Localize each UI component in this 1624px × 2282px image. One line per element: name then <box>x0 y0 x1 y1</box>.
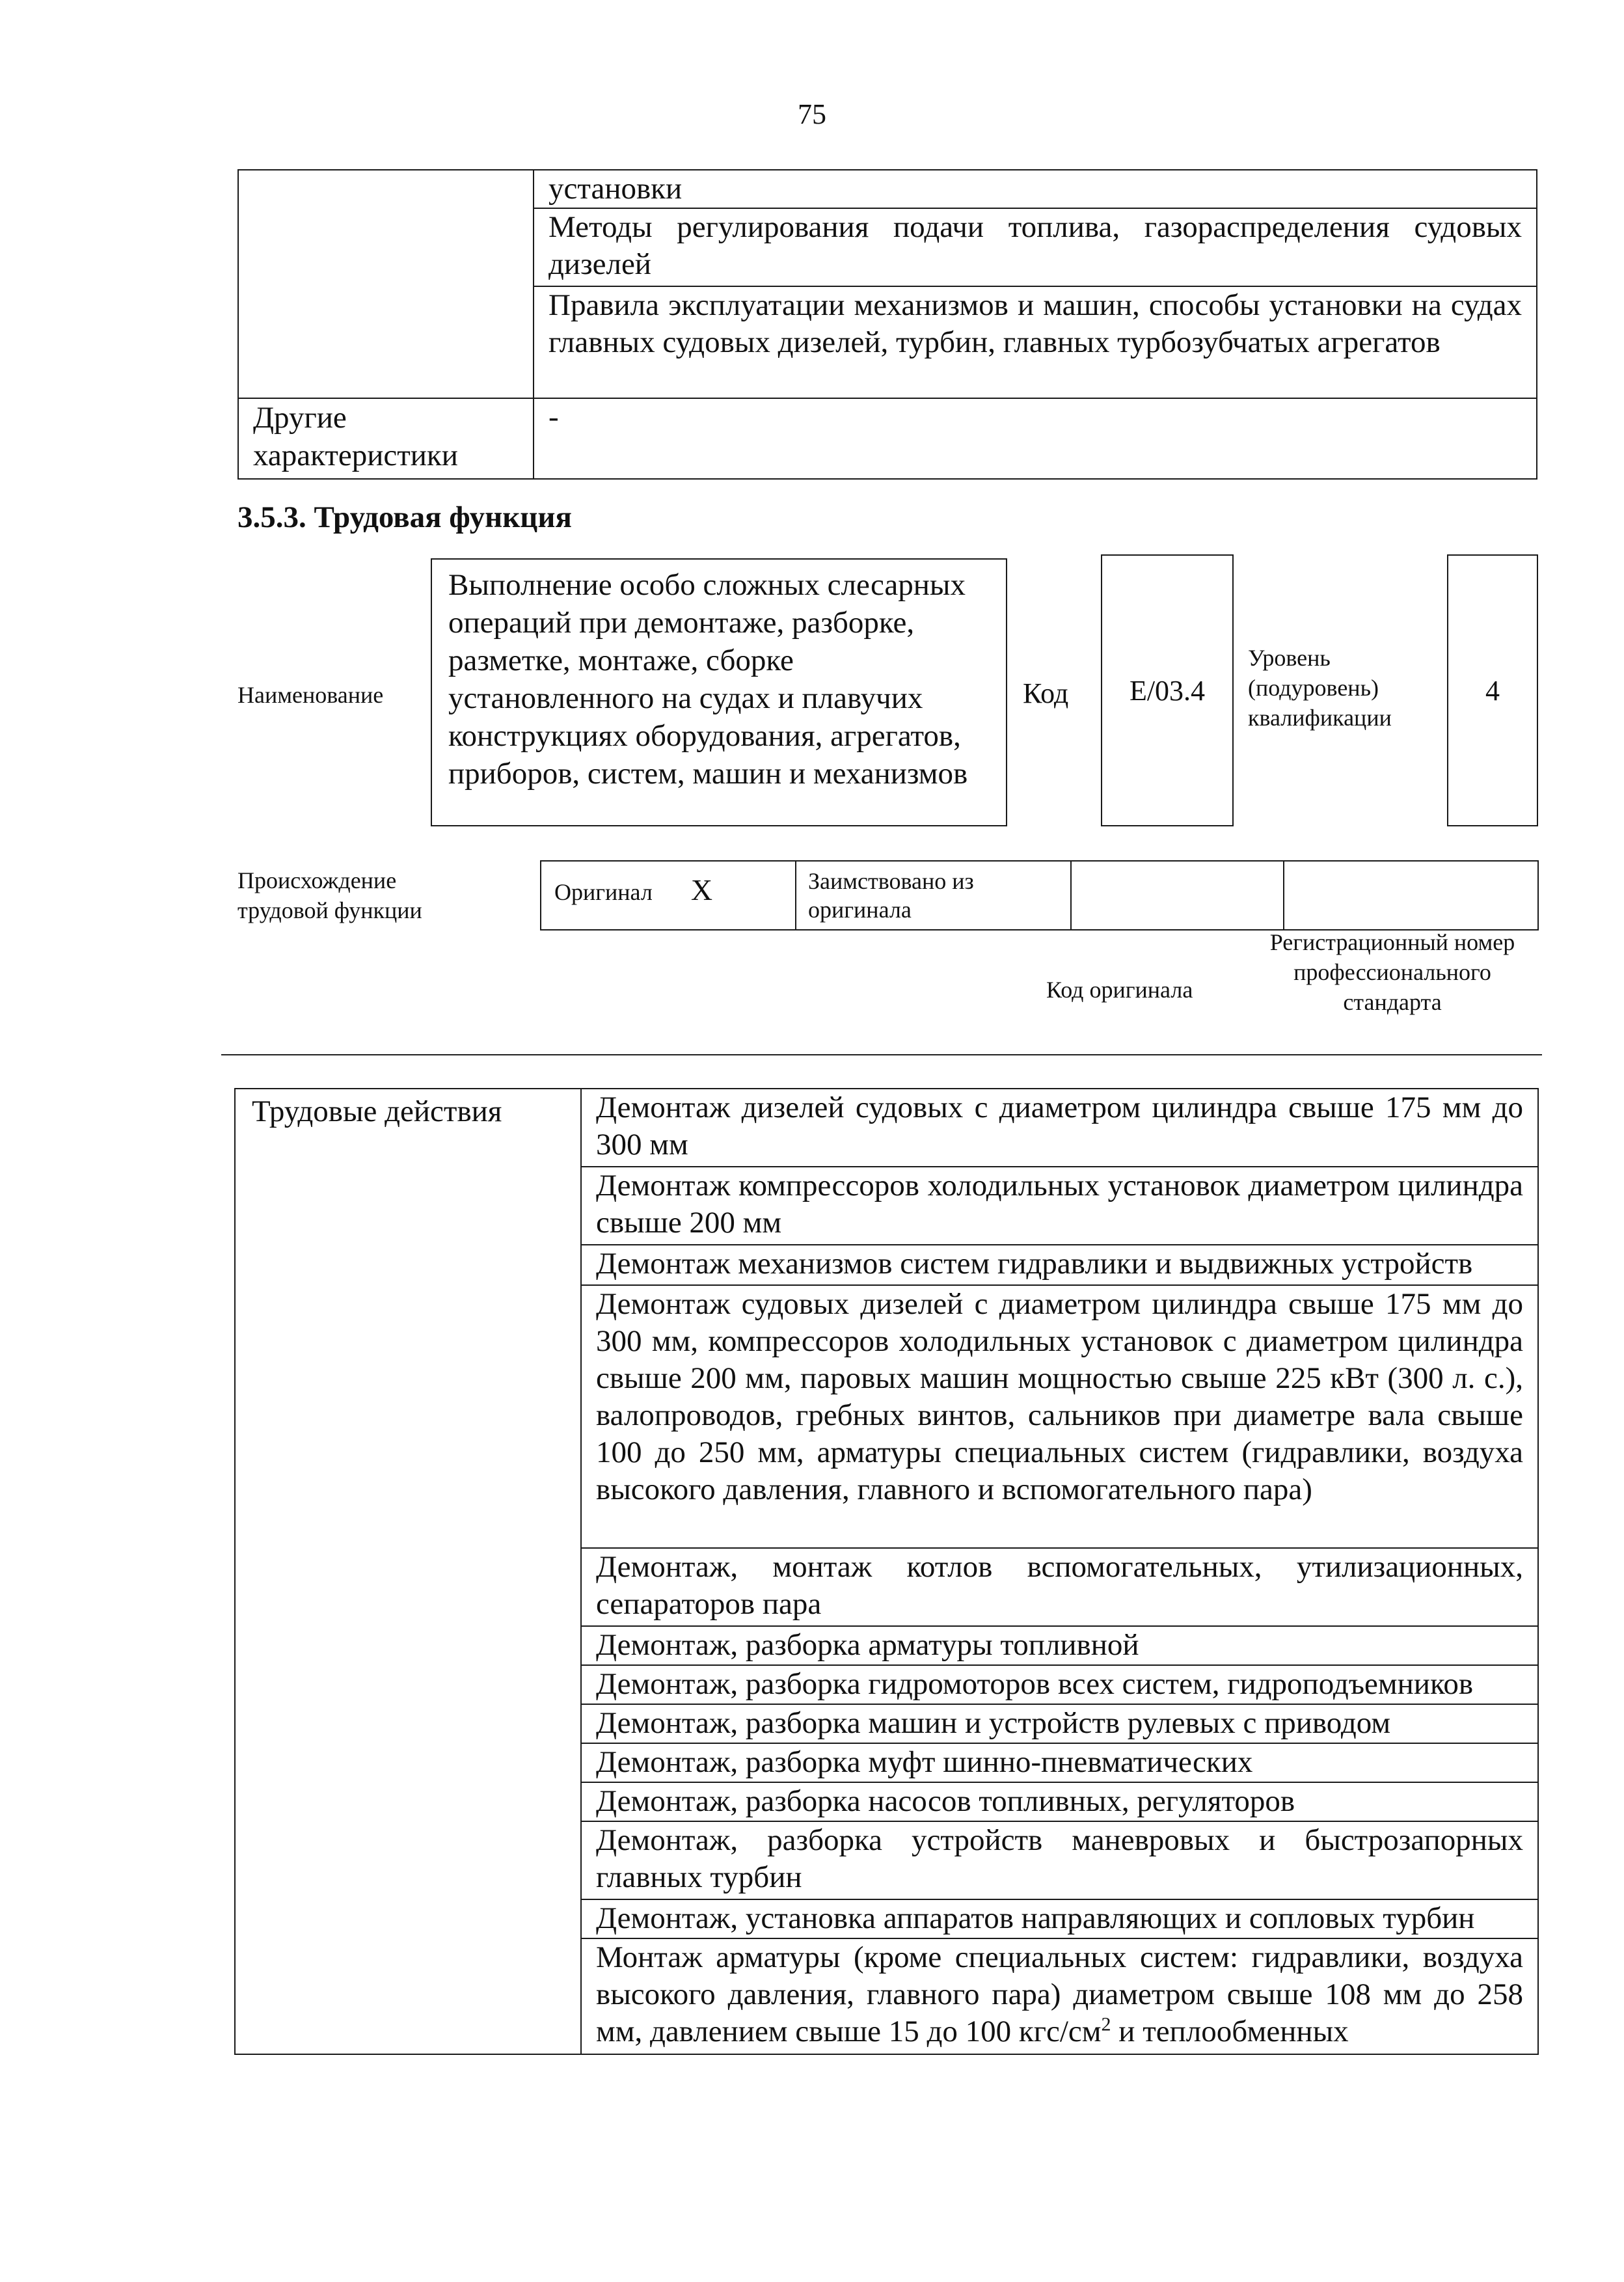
labor-action-item: Демонтаж, установка аппаратов направляющих и сопловых турбин <box>581 1899 1538 1938</box>
labor-action-item: Демонтаж механизмов систем гидравлики и выдвижных устройств <box>581 1245 1538 1285</box>
labor-action-item: Демонтаж, разборка гидромоторов всех систем, гидроподъемников <box>581 1665 1538 1704</box>
knowledge-row: Правила эксплуатации механизмов и машин, способы установки на судах главных судовых дизелей, турбин, главных турбозубчатых агрегатов <box>534 286 1537 398</box>
function-name-box: Выполнение особо сложных слесарных операций при демонтаже, разборке, разметке, монтаже, сборке установленного на судах и плавучих конструкциях оборудования, агрегатов, приборов, систем, машин и механизмов <box>431 558 1007 826</box>
original-cell <box>541 861 796 930</box>
function-name-label: Наименование <box>237 682 384 708</box>
qualification-level-box <box>1447 554 1538 826</box>
reg-number-cell <box>1284 861 1538 930</box>
code-original-cell <box>1071 861 1284 930</box>
original-mark: X <box>690 873 713 906</box>
function-code-box <box>1101 554 1234 826</box>
other-characteristics-label: Другие характеристики <box>238 398 534 479</box>
labor-actions-table <box>234 1088 1539 2055</box>
labor-action-item: Демонтаж, разборка устройств маневровых и быстрозапорных главных турбин <box>581 1821 1538 1899</box>
labor-action-item: Демонтаж, разборка муфт шинно-пневматических <box>581 1743 1538 1782</box>
labor-action-text-tail: и теплообменных <box>1111 2015 1349 2048</box>
qualification-level-value: 4 <box>1485 674 1500 707</box>
labor-action-item: Демонтаж дизелей судовых с диаметром цилиндра свыше 175 мм до 300 мм <box>581 1089 1538 1167</box>
page-number: 75 <box>798 98 826 130</box>
divider-line <box>221 1054 1542 1055</box>
code-original-label: Код оригинала <box>1046 977 1193 1003</box>
knowledge-row: установки <box>534 170 1537 208</box>
labor-action-item: Демонтаж судовых дизелей с диаметром цилиндра свыше 175 мм до 300 мм, компрессоров холодильных установок с диаметром цилиндра свыше 200 мм, паровых машин мощностью свыше 225 кВт (300 л. с.), валопроводов, гребных винтов, сальников при диаметре вала свыше 100 до 250 мм, арматуры специальных систем (гидравлики, воздуха высокого давления, главного и вспомогательного пара) <box>581 1285 1538 1548</box>
borrowed-label: Заимствовано из оригинала <box>796 861 1071 930</box>
superscript-two: 2 <box>1101 2013 1111 2035</box>
qualification-requirements-table <box>237 169 1537 480</box>
labor-action-item: Демонтаж компрессоров холодильных установок диаметром цилиндра свыше 200 мм <box>581 1167 1538 1245</box>
origin-table <box>540 860 1539 930</box>
labor-action-item: Демонтаж, разборка машин и устройств рулевых с приводом <box>581 1704 1538 1743</box>
function-code-value: E/03.4 <box>1129 674 1206 707</box>
knowledge-row: Методы регулирования подачи топлива, газораспределения судовых дизелей <box>534 208 1537 286</box>
empty-label-cell <box>238 170 534 398</box>
labor-action-item: Демонтаж, разборка арматуры топливной <box>581 1626 1538 1665</box>
original-label: Оригинал <box>554 879 653 905</box>
function-code-label: Код <box>1023 677 1069 709</box>
origin-label: Происхождение трудовой функции <box>237 867 422 923</box>
labor-action-item <box>581 1938 1538 2054</box>
labor-action-text: Монтаж арматуры (кроме специальных систем: гидравлики, воздуха высокого давления, главного пара) диаметром свыше 108 мм до 258 мм, давлением свыше 15 до 100 кгс/см <box>596 1940 1523 2048</box>
labor-actions-label: Трудовые действия <box>235 1089 581 2054</box>
labor-action-item: Демонтаж, монтаж котлов вспомогательных, утилизационных, сепараторов пара <box>581 1548 1538 1626</box>
other-characteristics-value: - <box>534 398 1537 479</box>
labor-action-item: Демонтаж, разборка насосов топливных, регуляторов <box>581 1782 1538 1821</box>
reg-number-label: Регистрационный номер профессионального стандарта <box>1269 929 1515 1015</box>
qualification-level-label: Уровень (подуровень) квалификации <box>1248 645 1392 731</box>
section-heading: 3.5.3. Трудовая функция <box>237 500 572 534</box>
